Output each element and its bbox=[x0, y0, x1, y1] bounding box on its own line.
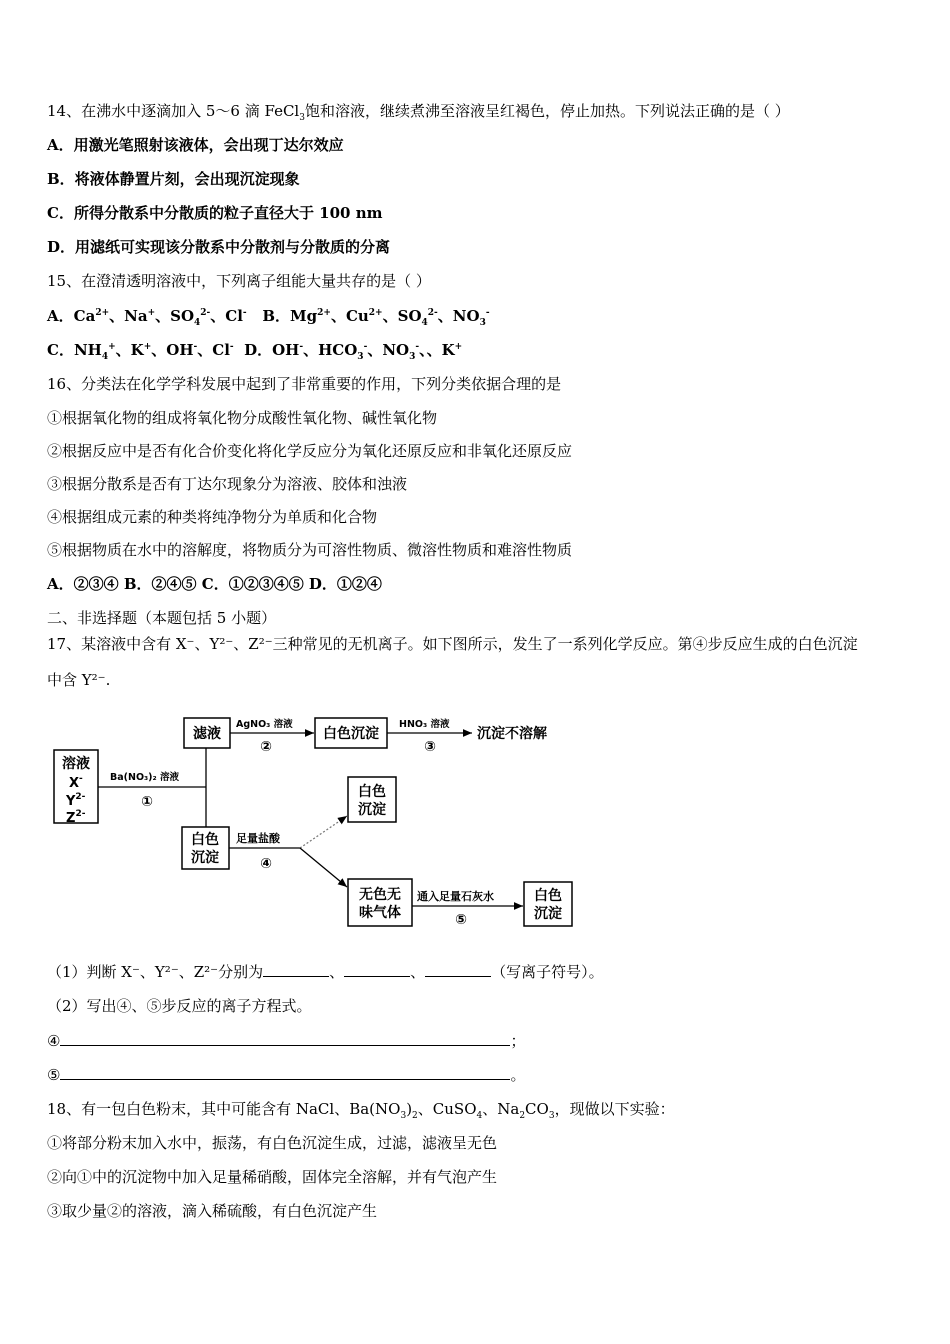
q18-step-1: ①将部分粉末加入水中，振荡，有白色沉淀生成，过滤，滤液呈无色 bbox=[47, 1134, 498, 1152]
q15-options-ab[interactable]: A．$Ca^{2+}$、Na+、$SO_4^{2-}$、Cl- B．$Mg^{2+}$、$Cu^{2+}$、$SO_4^{2-}$、$NO_3^-$ bbox=[47, 307, 490, 328]
reagent-4: 足量盐酸 bbox=[236, 832, 280, 845]
gas-line1: 无色无 bbox=[359, 887, 401, 903]
q16-item-2: ②根据反应中是否有化合价变化将化学反应分为氧化还原反应和非氧化还原反应 bbox=[47, 442, 573, 460]
ion-y: $Y^{2-}$ bbox=[66, 792, 86, 809]
q16-options[interactable]: A．②③④ B．②④⑤ C．①②③④⑤ D．①②④ bbox=[47, 575, 382, 593]
q17-stem-line1: 17、某溶液中含有 X⁻、Y²⁻、Z²⁻三种常见的无机离子。如下图所示，发生了一系列化学反应。第④步反应生成的白色沉淀 bbox=[47, 635, 858, 653]
answer-blank-z[interactable] bbox=[425, 962, 491, 977]
arrow-4-up bbox=[300, 816, 347, 848]
q16-item-4: ④根据组成元素的种类将纯净物分为单质和化合物 bbox=[47, 508, 378, 526]
q18-step-3: ③取少量②的溶液，滴入稀硫酸，有白色沉淀产生 bbox=[47, 1202, 378, 1220]
white-ppt-3-line1: 白色 bbox=[358, 784, 386, 800]
q17-eq5: ⑤ 。 bbox=[47, 1066, 526, 1084]
white-ppt-4-line2: 沉淀 bbox=[534, 906, 562, 922]
white-ppt-1-line2: 沉淀 bbox=[191, 850, 219, 866]
insoluble-label: 沉淀不溶解 bbox=[477, 726, 547, 742]
arrow-4-down bbox=[300, 848, 347, 887]
q16-item-3: ③根据分散系是否有丁达尔现象分为溶液、胶体和浊液 bbox=[47, 475, 408, 493]
gas-line2: 味气体 bbox=[359, 905, 401, 921]
q14-stem: 14、在沸水中逐滴加入 5～6 滴 FeCl$_3$饱和溶液，继续煮沸至溶液呈红褐色，停止加热。下列说法正确的是（ ） bbox=[47, 102, 790, 123]
ion-z: $Z^{2-}$ bbox=[66, 809, 86, 826]
q17-sub1: （1）判断 X⁻、Y²⁻、Z²⁻分别为 、 、 （写离子符号）。 bbox=[47, 963, 604, 981]
reagent-1: Ba(NO₃)₂ 溶液 bbox=[110, 772, 179, 783]
q17-stem-line2: 中含 Y²⁻. bbox=[47, 671, 111, 689]
white-ppt-3-line2: 沉淀 bbox=[358, 802, 386, 818]
step-1: ① bbox=[141, 794, 153, 810]
reagent-3: HNO₃ 溶液 bbox=[399, 719, 450, 730]
q16-item-1: ①根据氧化物的组成将氧化物分成酸性氧化物、碱性氧化物 bbox=[47, 409, 438, 427]
white-ppt-2-label: 白色沉淀 bbox=[323, 726, 379, 742]
q18-stem: 18、有一包白色粉末，其中可能含有 NaCl、$Ba(NO_3)_2$、CuSO$_4$、$Na_2CO_3$，现做以下实验： bbox=[47, 1100, 675, 1121]
q16-item-5: ⑤根据物质在水中的溶解度，将物质分为可溶性物质、微溶性物质和难溶性物质 bbox=[47, 541, 573, 559]
q17-flow-diagram bbox=[52, 712, 582, 932]
q16-stem: 16、分类法在化学学科发展中起到了非常重要的作用，下列分类依据合理的是 bbox=[47, 375, 562, 393]
reagent-2: AgNO₃ 溶液 bbox=[236, 719, 293, 730]
white-ppt-4-line1: 白色 bbox=[534, 888, 562, 904]
ion-x: X- bbox=[69, 774, 83, 791]
solution-title: 溶液 bbox=[62, 756, 90, 772]
answer-blank-y[interactable] bbox=[344, 962, 410, 977]
eq5-blank[interactable] bbox=[60, 1065, 510, 1080]
step-3: ③ bbox=[424, 739, 436, 755]
filtrate-label: 滤液 bbox=[193, 726, 221, 742]
reagent-5: 通入足量石灰水 bbox=[417, 890, 494, 903]
answer-blank-x[interactable] bbox=[263, 962, 329, 977]
q15-stem: 15、在澄清透明溶液中，下列离子组能大量共存的是（ ） bbox=[47, 272, 431, 290]
step-2: ② bbox=[260, 739, 272, 755]
q14-option-c[interactable]: C．所得分散系中分散质的粒子直径大于 100 nm bbox=[47, 204, 383, 222]
eq4-blank[interactable] bbox=[60, 1031, 510, 1046]
q14-option-d[interactable]: D．用滤纸可实现该分散系中分散剂与分散质的分离 bbox=[47, 238, 391, 256]
q14-option-b[interactable]: B．将液体静置片刻，会出现沉淀现象 bbox=[47, 170, 300, 188]
q18-step-2: ②向①中的沉淀物中加入足量稀硝酸，固体完全溶解，并有气泡产生 bbox=[47, 1168, 498, 1186]
q17-eq4: ④ ； bbox=[47, 1032, 526, 1050]
q14-option-a[interactable]: A．用激光笔照射该液体，会出现丁达尔效应 bbox=[47, 136, 344, 154]
q15-options-cd[interactable]: C．$NH_4^+$、K+、OH-、Cl- D．OH-、$HCO_3^-$、$NO_3^-$、、K+ bbox=[47, 341, 463, 362]
q17-sub2: （2）写出④、⑤步反应的离子方程式。 bbox=[47, 997, 312, 1015]
step-5: ⑤ bbox=[455, 912, 467, 928]
white-ppt-1-line1: 白色 bbox=[191, 832, 219, 848]
step-4: ④ bbox=[260, 856, 272, 872]
section-heading: 二、非选择题（本题包括 5 小题） bbox=[47, 609, 277, 627]
